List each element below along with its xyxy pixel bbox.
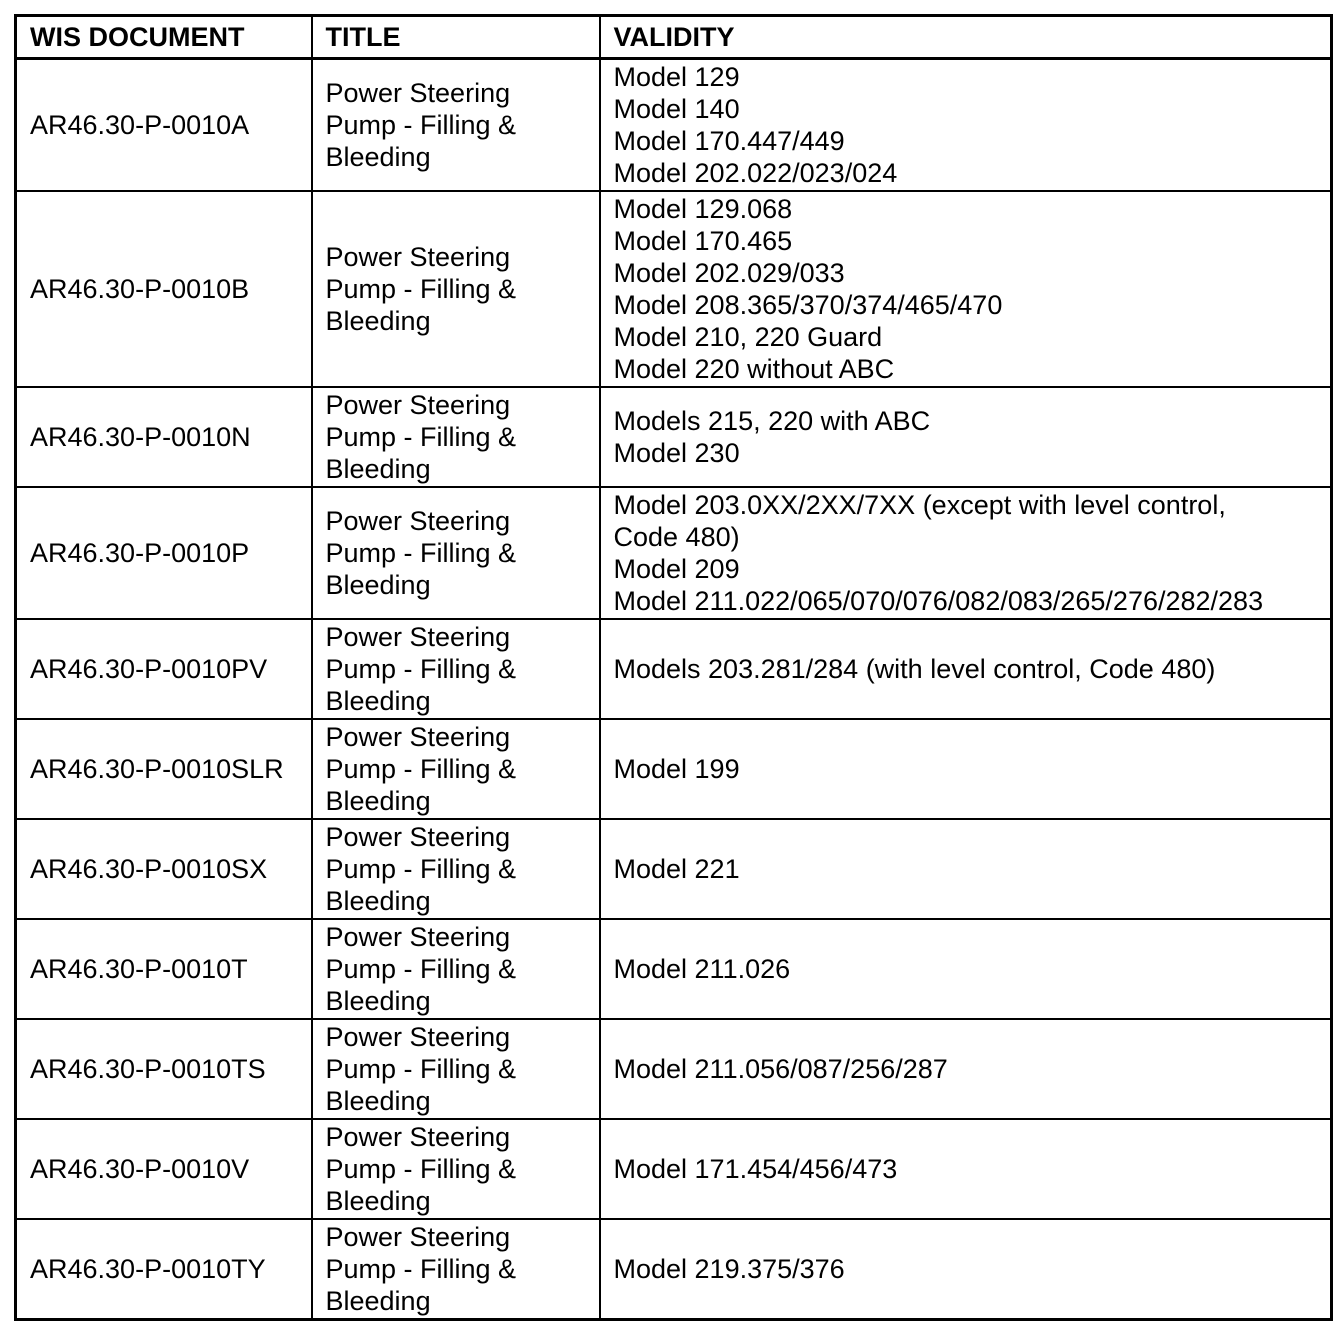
- validity-line: Model 211.022/065/070/076/082/083/265/276/282/283: [613, 586, 1264, 616]
- validity-line: Model 129.068: [613, 194, 793, 224]
- title-cell: [312, 1119, 600, 1219]
- title-text: Power Steering Pump - Filling & Bleeding: [325, 390, 517, 484]
- validity-cell: [600, 819, 1332, 919]
- validity-line: Model 208.365/370/374/465/470: [613, 290, 1003, 320]
- title-text: Power Steering Pump - Filling & Bleeding: [325, 1222, 517, 1316]
- wis-document-cell: AR46.30-P-0010TY: [16, 1219, 312, 1320]
- table-row: [16, 1019, 1332, 1119]
- validity-line: Model 230: [613, 438, 740, 468]
- wis-document-cell: AR46.30-P-0010P: [16, 487, 312, 619]
- wis-document-cell: AR46.30-P-0010TS: [16, 1019, 312, 1119]
- validity-line: Model 211.056/087/256/287: [613, 1054, 948, 1084]
- title-cell: [312, 919, 600, 1019]
- validity-line: Models 203.281/284 (with level control, Code 480): [613, 654, 1216, 684]
- validity-line: Models 215, 220 with ABC: [613, 406, 931, 436]
- wis-document-cell: AR46.30-P-0010PV: [16, 619, 312, 719]
- validity-cell: [600, 719, 1332, 819]
- table-row: [16, 387, 1332, 487]
- wis-document-cell: AR46.30-P-0010T: [16, 919, 312, 1019]
- validity-line: Model 211.026: [613, 954, 791, 984]
- table-row: [16, 719, 1332, 819]
- column-header-title: TITLE: [312, 16, 600, 59]
- validity-line: Model 140: [613, 94, 740, 124]
- title-cell: [312, 719, 600, 819]
- title-text: Power Steering Pump - Filling & Bleeding: [325, 622, 517, 716]
- validity-line: Model 209: [613, 554, 740, 584]
- table-row: [16, 919, 1332, 1019]
- title-cell: [312, 191, 600, 387]
- validity-cell: [600, 1119, 1332, 1219]
- table-row: [16, 1219, 1332, 1320]
- title-text: Power Steering Pump - Filling & Bleeding: [325, 822, 517, 916]
- column-header-wis-document: WIS DOCUMENT: [16, 16, 312, 59]
- title-text: Power Steering Pump - Filling & Bleeding: [325, 1122, 517, 1216]
- title-text: Power Steering Pump - Filling & Bleeding: [325, 242, 517, 336]
- title-text: Power Steering Pump - Filling & Bleeding: [325, 506, 517, 600]
- wis-document-cell: AR46.30-P-0010SX: [16, 819, 312, 919]
- title-cell: [312, 819, 600, 919]
- title-cell: [312, 387, 600, 487]
- title-text: Power Steering Pump - Filling & Bleeding: [325, 722, 517, 816]
- wis-document-cell: AR46.30-P-0010A: [16, 59, 312, 192]
- validity-cell: [600, 387, 1332, 487]
- validity-line: Model 129: [613, 62, 740, 92]
- title-text: Power Steering Pump - Filling & Bleeding: [325, 1022, 517, 1116]
- validity-cell: [600, 619, 1332, 719]
- validity-line: Model 219.375/376: [613, 1254, 845, 1284]
- validity-line: Model 202.022/023/024: [613, 158, 898, 188]
- title-cell: [312, 619, 600, 719]
- title-cell: [312, 59, 600, 192]
- validity-line: Code 480): [613, 522, 740, 552]
- wis-document-cell: AR46.30-P-0010B: [16, 191, 312, 387]
- validity-line: Model 170.465: [613, 226, 793, 256]
- wis-document-cell: AR46.30-P-0010N: [16, 387, 312, 487]
- title-cell: [312, 1019, 600, 1119]
- wis-document-cell: AR46.30-P-0010V: [16, 1119, 312, 1219]
- table-row: [16, 487, 1332, 619]
- validity-line: Model 221: [613, 854, 740, 884]
- title-text: Power Steering Pump - Filling & Bleeding: [325, 922, 517, 1016]
- validity-line: Model 199: [613, 754, 740, 784]
- validity-line: Model 203.0XX/2XX/7XX (except with level control,: [613, 490, 1226, 520]
- table-row: [16, 191, 1332, 387]
- column-header-validity: VALIDITY: [600, 16, 1332, 59]
- validity-cell: [600, 919, 1332, 1019]
- validity-cell: [600, 191, 1332, 387]
- wis-document-cell: AR46.30-P-0010SLR: [16, 719, 312, 819]
- validity-cell: [600, 1219, 1332, 1320]
- title-text: Power Steering Pump - Filling & Bleeding: [325, 78, 517, 172]
- table-body: [16, 59, 1332, 1320]
- table-row: [16, 619, 1332, 719]
- validity-line: Model 202.029/033: [613, 258, 845, 288]
- validity-line: Model 210, 220 Guard: [613, 322, 883, 352]
- table-header-row: [16, 16, 1332, 59]
- table-row: [16, 819, 1332, 919]
- title-cell: [312, 1219, 600, 1320]
- validity-cell: [600, 59, 1332, 192]
- validity-cell: [600, 487, 1332, 619]
- validity-line: Model 170.447/449: [613, 126, 845, 156]
- title-cell: [312, 487, 600, 619]
- validity-cell: [600, 1019, 1332, 1119]
- table-row: [16, 59, 1332, 192]
- table-row: [16, 1119, 1332, 1219]
- validity-line: Model 220 without ABC: [613, 354, 895, 384]
- wis-document-table: [14, 14, 1333, 1321]
- validity-line: Model 171.454/456/473: [613, 1154, 898, 1184]
